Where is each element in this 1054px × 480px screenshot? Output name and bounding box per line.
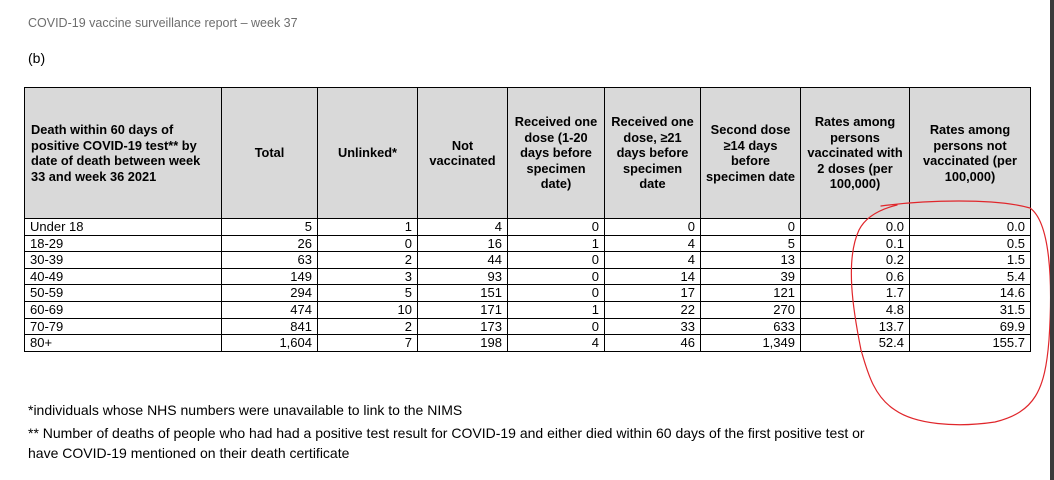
cell-not-vaccinated: 198 [418,335,508,352]
cell-rate-vaccinated: 13.7 [801,318,910,335]
column-header-age: Death within 60 days of positive COVID-19 test** by date of death between week 33 and week 36 2021 [25,88,222,219]
cell-one-dose-early: 0 [508,252,605,269]
cell-one-dose-late: 4 [605,235,701,252]
cell-unlinked: 1 [318,219,418,236]
table-row [25,301,1031,318]
cell-not-vaccinated: 44 [418,252,508,269]
cell-one-dose-late: 17 [605,285,701,302]
cell-second-dose: 633 [701,318,801,335]
cell-age-group: 30-39 [25,252,222,269]
column-header-not-vaccinated: Not vaccinated [418,88,508,219]
window-edge [1050,0,1054,480]
cell-total: 841 [222,318,318,335]
column-header-one-dose-late: Received one dose, ≥21 days before specimen date [605,88,701,219]
cell-second-dose: 5 [701,235,801,252]
table-header-row [25,88,1031,219]
cell-second-dose: 121 [701,285,801,302]
cell-age-group: 18-29 [25,235,222,252]
cell-total: 474 [222,301,318,318]
cell-one-dose-early: 0 [508,318,605,335]
cell-rate-vaccinated: 52.4 [801,335,910,352]
cell-one-dose-late: 0 [605,219,701,236]
cell-rate-not-vaccinated: 0.0 [910,219,1031,236]
cell-not-vaccinated: 171 [418,301,508,318]
cell-second-dose: 39 [701,268,801,285]
cell-age-group: 40-49 [25,268,222,285]
cell-rate-not-vaccinated: 5.4 [910,268,1031,285]
cell-unlinked: 2 [318,252,418,269]
table-row [25,285,1031,302]
cell-rate-vaccinated: 0.6 [801,268,910,285]
cell-one-dose-late: 46 [605,335,701,352]
cell-one-dose-late: 22 [605,301,701,318]
cell-rate-vaccinated: 0.0 [801,219,910,236]
cell-one-dose-early: 1 [508,301,605,318]
cell-not-vaccinated: 4 [418,219,508,236]
cell-not-vaccinated: 151 [418,285,508,302]
cell-total: 149 [222,268,318,285]
deaths-table [24,87,1031,352]
cell-rate-vaccinated: 0.1 [801,235,910,252]
cell-one-dose-late: 33 [605,318,701,335]
cell-total: 1,604 [222,335,318,352]
column-header-second-dose: Second dose ≥14 days before specimen date [701,88,801,219]
cell-total: 5 [222,219,318,236]
cell-age-group: 50-59 [25,285,222,302]
cell-total: 63 [222,252,318,269]
table-row [25,219,1031,236]
column-header-unlinked: Unlinked* [318,88,418,219]
cell-one-dose-late: 4 [605,252,701,269]
cell-total: 294 [222,285,318,302]
cell-rate-not-vaccinated: 69.9 [910,318,1031,335]
column-header-one-dose-early: Received one dose (1-20 days before specimen date) [508,88,605,219]
table-row [25,335,1031,352]
cell-second-dose: 13 [701,252,801,269]
cell-one-dose-early: 0 [508,219,605,236]
table-row [25,318,1031,335]
cell-one-dose-early: 0 [508,285,605,302]
cell-one-dose-early: 0 [508,268,605,285]
cell-age-group: 60-69 [25,301,222,318]
cell-not-vaccinated: 16 [418,235,508,252]
cell-one-dose-late: 14 [605,268,701,285]
cell-total: 26 [222,235,318,252]
cell-unlinked: 0 [318,235,418,252]
cell-unlinked: 2 [318,318,418,335]
cell-one-dose-early: 4 [508,335,605,352]
cell-rate-not-vaccinated: 155.7 [910,335,1031,352]
cell-rate-vaccinated: 4.8 [801,301,910,318]
cell-one-dose-early: 1 [508,235,605,252]
cell-rate-not-vaccinated: 14.6 [910,285,1031,302]
cell-second-dose: 1,349 [701,335,801,352]
footnote-unlinked: *individuals whose NHS numbers were unavailable to link to the NIMS [28,402,463,418]
table-row [25,252,1031,269]
table-row [25,235,1031,252]
column-header-rate-vaccinated: Rates among persons vaccinated with 2 doses (per 100,000) [801,88,910,219]
cell-age-group: Under 18 [25,219,222,236]
cell-unlinked: 7 [318,335,418,352]
cell-rate-not-vaccinated: 31.5 [910,301,1031,318]
cell-rate-vaccinated: 1.7 [801,285,910,302]
part-label: (b) [28,50,46,66]
cell-unlinked: 3 [318,268,418,285]
table-row [25,268,1031,285]
cell-rate-vaccinated: 0.2 [801,252,910,269]
cell-unlinked: 10 [318,301,418,318]
cell-unlinked: 5 [318,285,418,302]
cell-not-vaccinated: 93 [418,268,508,285]
report-header: COVID-19 vaccine surveillance report – week 37 [28,16,298,30]
cell-second-dose: 270 [701,301,801,318]
footnote-deaths: ** Number of deaths of people who had had a positive test result for COVID-19 and either died within 60 days of the first positive test or have COVID-19 mentioned on their death certificate [28,425,865,461]
cell-second-dose: 0 [701,219,801,236]
cell-age-group: 80+ [25,335,222,352]
cell-not-vaccinated: 173 [418,318,508,335]
cell-age-group: 70-79 [25,318,222,335]
column-header-rate-not-vaccinated: Rates among persons not vaccinated (per 100,000) [910,88,1031,219]
cell-rate-not-vaccinated: 1.5 [910,252,1031,269]
column-header-total: Total [222,88,318,219]
cell-rate-not-vaccinated: 0.5 [910,235,1031,252]
